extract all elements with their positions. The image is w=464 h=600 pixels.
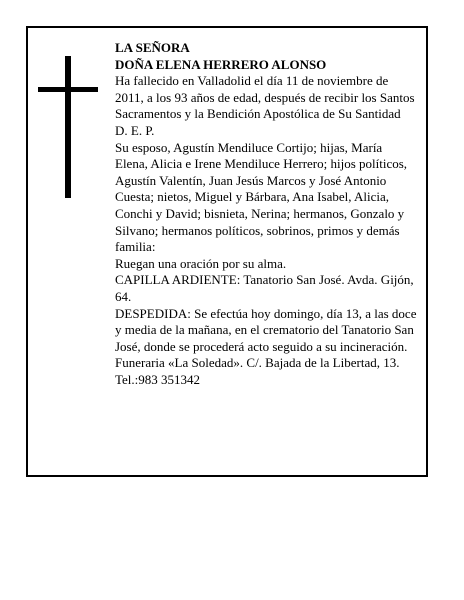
rip-line: D. E. P. [115,122,155,138]
farewell-info: DESPEDIDA: Se efectúa hoy domingo, día 13, a las doce y media de la mañana, en el crematorio del Tanatorio San José, donde se procederá acto seguido a su incineración. [115,305,417,354]
notice-title: LA SEÑORA [115,40,190,55]
funeral-home: Funeraria «La Soledad». C/. Bajada de la Libertad, 13. [115,355,400,371]
prayer-request: Ruegan una oración por su alma. [115,255,287,271]
cross-horizontal-bar [38,87,98,92]
family-list: Su esposo, Agustín Mendiluce Cortijo; hijas, María Elena, Alicia e Irene Mendiluce Herrero; hijos políticos, Agustín Valentín, Juan Jesús Marcos y José Antonio Cuesta; nietos, Miguel y Bárbara, Ana Isabel, Alicia, Conchi y David; bisnieta, Nerina; hermanos, Gonzalo y Silvano; hermanos políticos, sobrinos, primos y demás familia: [115,139,408,255]
obituary-notice [26,26,428,477]
notice-body [115,40,417,388]
cross-icon [38,56,98,198]
deceased-name: DOÑA ELENA HERRERO ALONSO [115,56,327,72]
chapel-info: CAPILLA ARDIENTE: Tanatorio San José. Avda. Gijón, 64. [115,272,414,304]
death-announcement: Ha fallecido en Valladolid el día 11 de noviembre de 2011, a los 93 años de edad, después de recibir los Santos Sacramentos y la Bendición Apostólica de Su Santidad [115,73,415,122]
phone-number: Tel.:983 351342 [115,371,201,387]
cross-vertical-bar [65,56,71,198]
